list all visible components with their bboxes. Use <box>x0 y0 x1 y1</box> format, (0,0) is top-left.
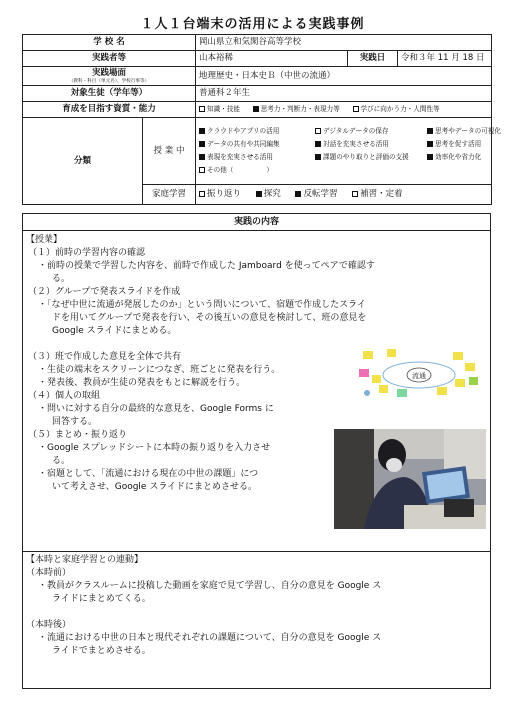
ability-option[interactable]: 知識・技能 <box>199 104 240 115</box>
content-section <box>22 213 491 689</box>
step-heading: （５）まとめ・振り返り <box>28 430 128 440</box>
jugyo-option[interactable]: データの共有や共同編集 <box>199 139 315 150</box>
after-heading: （本時後） <box>26 620 72 630</box>
scene-value: 地理歴史・日本史Ｂ（中世の流通） <box>196 67 492 86</box>
divider <box>23 551 490 552</box>
before-heading: （本時前） <box>26 568 72 578</box>
jugyo-option[interactable]: クラウドやアプリの活用 <box>199 126 315 137</box>
school-value: 岡山県立和気閑谷高等学校 <box>196 35 492 51</box>
illustration-label: 流通 <box>412 372 426 380</box>
jugyo-option[interactable]: 思考やデータの可視化 <box>427 126 501 137</box>
katei-options <box>196 185 492 205</box>
jamboard-illustration <box>357 349 481 401</box>
person-value: 山本裕稀 <box>196 51 348 67</box>
content-heading: 実践の内容 <box>23 213 490 231</box>
katei-option[interactable]: 補習・定着 <box>352 189 403 200</box>
checkbox-checked-icon <box>427 128 433 134</box>
class-heading: 【授業】 <box>26 235 63 245</box>
date-label: 実践日 <box>348 51 398 67</box>
step-text: る。 <box>52 456 71 466</box>
step-text: ドを用いてグループで発表を行い、その後互いの意見を検討して、班の意見を <box>52 313 367 323</box>
checkbox-checked-icon <box>199 154 205 160</box>
step-text: Google スライドにまとめる。 <box>52 326 177 336</box>
step-text: ・前時の授業で学習した内容を、前時で作成した Jamboard を使ってペアで確認す <box>38 261 375 271</box>
checkbox-icon <box>352 191 358 197</box>
katei-option[interactable]: 振り返り <box>199 189 241 200</box>
scene-label-cell <box>23 67 196 86</box>
step-text: ・Google スプレッドシートに本時の振り返りを入力させ <box>38 443 271 453</box>
before-text: ・教員がクラスルームに投稿した動画を家庭で見て学習し、自分の意見を Google ス <box>38 581 382 591</box>
step-text: 回答する。 <box>52 417 98 427</box>
step-text: ・問いに対する自分の最終的な意見を、Google Forms に <box>38 404 274 414</box>
jugyo-option[interactable]: 課題のやり取りと評価の支援 <box>315 152 427 163</box>
target-label: 対象生徒（学年等） <box>23 86 196 102</box>
checkbox-checked-icon <box>256 191 262 197</box>
school-label: 学 校 名 <box>23 35 196 51</box>
step-heading: （３）班で作成した意見を全体で共有 <box>28 352 182 362</box>
checkbox-icon <box>199 106 205 112</box>
step-text: ・生徒の端末をスクリーンにつなぎ、班ごとに発表を行う。 <box>38 365 281 375</box>
after-text: ライドでまとめさせる。 <box>52 646 151 656</box>
step-text: ・発表後、教員が生徒の発表をもとに解説を行う。 <box>38 378 246 388</box>
katei-label: 家庭学習 <box>143 185 196 205</box>
step-text: ・「なぜ中世に流通が発展したのか」という問いについて、宿題で作成したスライ <box>38 300 366 310</box>
ability-option[interactable]: 学びに向かう力・人間性等 <box>353 104 440 115</box>
scene-label: 実践場面 <box>92 67 127 78</box>
katei-option[interactable]: 反転学習 <box>295 189 337 200</box>
jugyo-option[interactable]: 思考を促す活用 <box>427 139 501 150</box>
jugyo-options <box>196 118 501 185</box>
info-table <box>22 34 501 205</box>
step-heading: （４）個人の取組 <box>28 391 101 401</box>
jugyo-label: 授 業 中 <box>143 118 196 185</box>
step-text: いて考えさせ、Google スライドにまとめさせる。 <box>52 482 258 492</box>
scene-sub-label: （教科・科目（単元名）、学校行事等） <box>68 78 150 84</box>
step-text: る。 <box>52 274 71 284</box>
checkbox-icon <box>199 191 205 197</box>
katei-option[interactable]: 探究 <box>256 189 281 200</box>
jugyo-option[interactable]: 表現を充実させる活用 <box>199 152 315 163</box>
ability-options <box>196 102 492 118</box>
checkbox-checked-icon <box>315 154 321 160</box>
ability-label: 育成を目指す資質・能力 <box>23 102 196 118</box>
step-text: ・宿題として、「流通における現在の中世の課題」につ <box>38 469 259 479</box>
checkbox-checked-icon <box>199 141 205 147</box>
after-text: ・流通における中世の日本と現代それぞれの課題について、自分の意見を Google ス <box>38 633 382 643</box>
bunrui-label: 分類 <box>23 118 143 205</box>
page-title: １人１台端末の活用による実践事例 <box>140 17 365 32</box>
person-label: 実践者等 <box>23 51 196 67</box>
jugyo-option[interactable]: 対話を充実させる活用 <box>315 139 427 150</box>
jugyo-option[interactable]: その他（ ） <box>199 165 315 176</box>
checkbox-checked-icon <box>253 106 259 112</box>
classroom-photo <box>334 429 486 529</box>
checkbox-checked-icon <box>315 141 321 147</box>
step-heading: （１）前時の学習内容の確認 <box>28 248 146 258</box>
step-heading: （２）グループで発表スライドを作成 <box>28 287 181 297</box>
checkbox-icon <box>199 167 205 173</box>
jugyo-option[interactable]: デジタルデータの保存 <box>315 126 427 137</box>
checkbox-icon <box>353 106 359 112</box>
target-value: 普通科２年生 <box>196 86 492 102</box>
jugyo-option[interactable]: 効率化や省力化 <box>427 152 501 163</box>
checkbox-checked-icon <box>199 128 205 134</box>
ability-option[interactable]: 思考力・判断力・表現力等 <box>253 104 340 115</box>
checkbox-checked-icon <box>427 141 433 147</box>
date-value: 令和３年 11 月 18 日 <box>398 51 492 67</box>
checkbox-checked-icon <box>427 154 433 160</box>
checkbox-checked-icon <box>295 191 301 197</box>
home-heading: 【本時と家庭学習との連動】 <box>26 555 144 565</box>
before-text: ライドにまとめてくる。 <box>52 594 151 604</box>
checkbox-icon <box>315 128 321 134</box>
